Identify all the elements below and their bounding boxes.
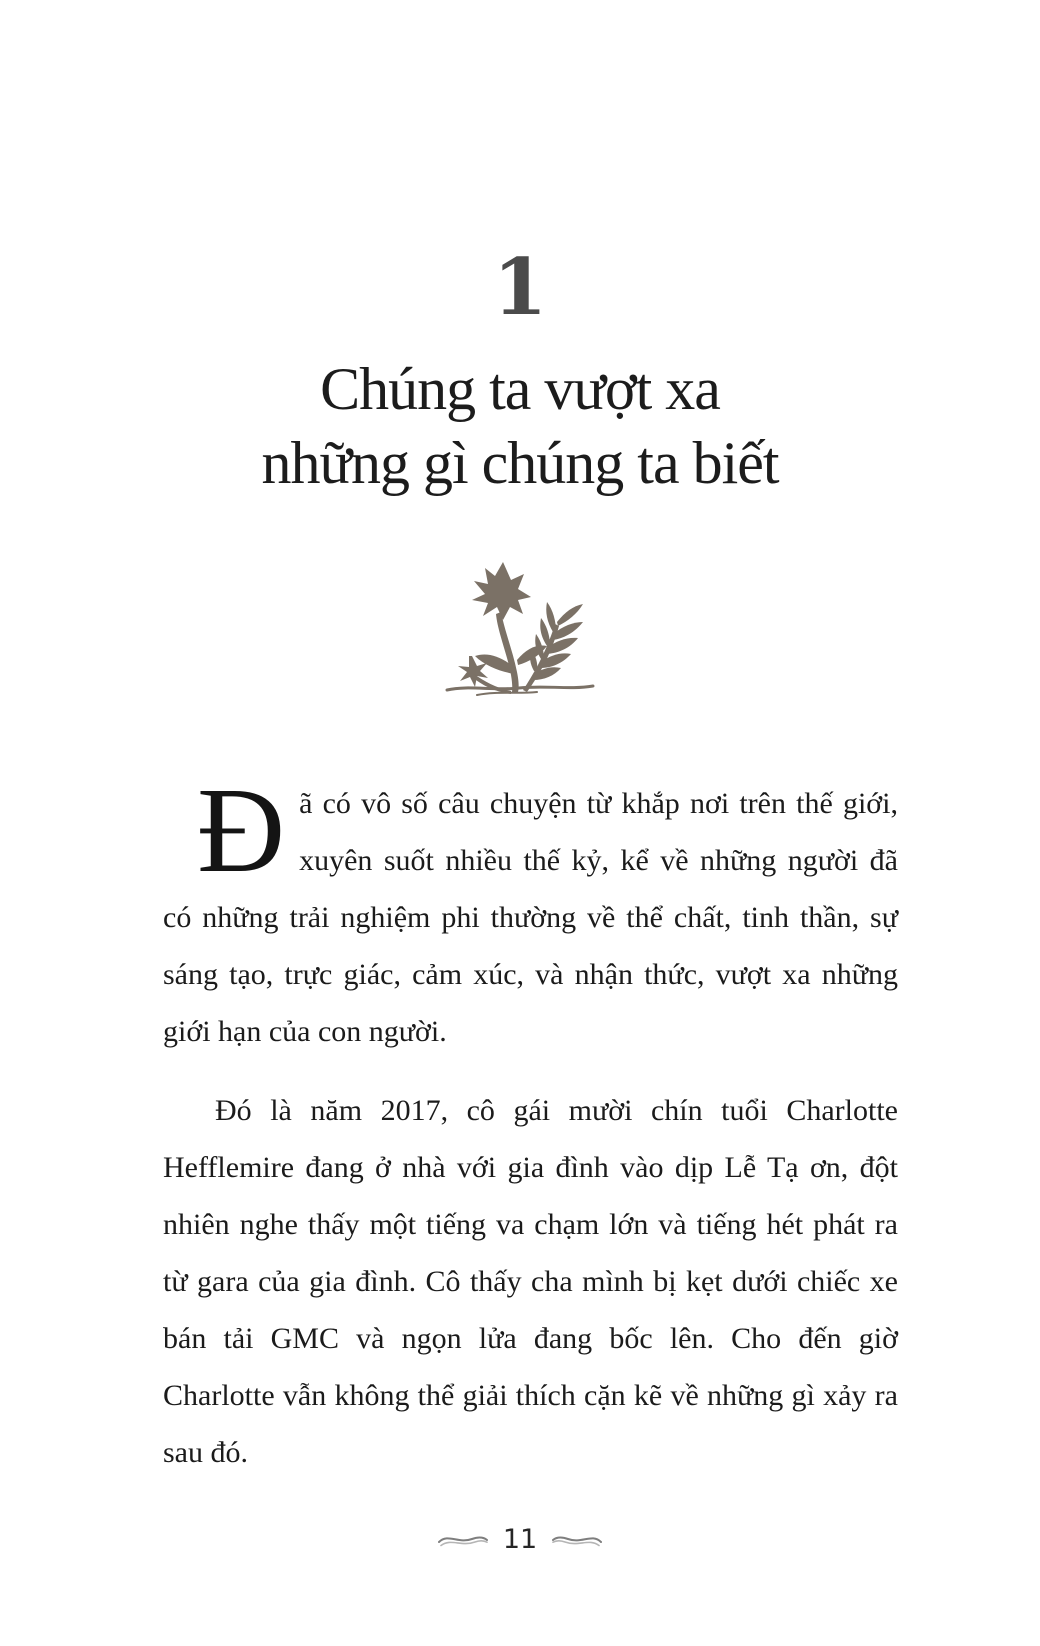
body-text bbox=[163, 763, 898, 1481]
chapter-title bbox=[0, 352, 1040, 500]
paragraph-2-text: Đó là năm 2017, cô gái mười chín tuổi Charlotte Hefflemire đang ở nhà với gia đình vào dịp Lễ Tạ ơn, đột nhiên nghe thấy một tiếng va chạm lớn và tiếng hét phát ra từ gara của gia đình. Cô thấy cha mình bị kẹt dưới chiếc xe bán tải GMC và ngọn lửa đang bốc lên. Cho đến giờ Charlotte vẫn không thể giải thích cặn kẽ về những gì xảy ra sau đó. bbox=[163, 1094, 898, 1469]
flower-sprig-ornament bbox=[0, 560, 1040, 698]
page-number: 11 bbox=[502, 1524, 538, 1555]
paragraph-1-text: ã có vô số câu chuyện từ khắp nơi trên thế giới, xuyên suốt nhiều thế kỷ, kể về những người đã có những trải nghiệm phi thường về thể chất, tinh thần, sự sáng tạo, trực giác, cảm xúc, và nhận thức, vượt xa những giới hạn của con người. bbox=[163, 787, 898, 1048]
flower-sprig-icon bbox=[441, 560, 599, 698]
page-footer bbox=[0, 1522, 1040, 1558]
wave-flourish-left-icon bbox=[438, 1531, 488, 1549]
chapter-title-line-2: những gì chúng ta biết bbox=[261, 430, 779, 496]
paragraph-1 bbox=[163, 763, 898, 1060]
wave-flourish-right-icon bbox=[552, 1531, 602, 1549]
chapter-title-line-1: Chúng ta vượt xa bbox=[320, 356, 720, 422]
dropcap: Đ bbox=[197, 763, 286, 898]
chapter-number: 1 bbox=[492, 242, 548, 333]
paragraph-2 bbox=[163, 1082, 898, 1481]
